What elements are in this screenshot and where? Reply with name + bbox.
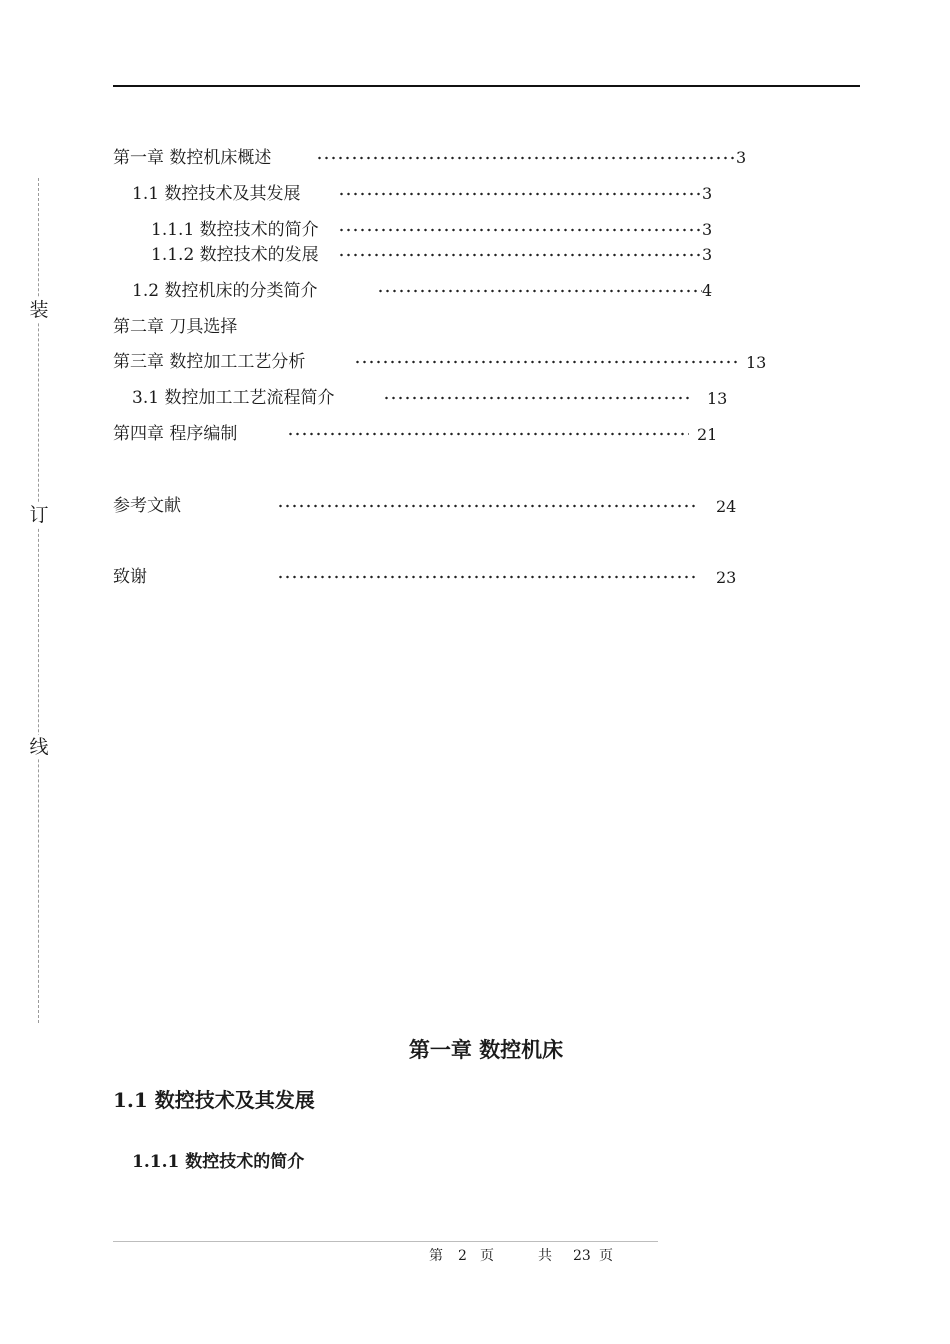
toc-page-number: 13 bbox=[707, 389, 728, 408]
toc-title: 1.2 数控机床的分类简介 bbox=[132, 281, 318, 301]
toc-leader-dots bbox=[377, 288, 702, 294]
toc-leader-dots bbox=[338, 227, 702, 233]
toc-page-number: 23 bbox=[716, 568, 737, 587]
footer-total-prefix: 共 bbox=[538, 1248, 552, 1264]
footer-page-prefix: 第 bbox=[429, 1248, 443, 1264]
toc-leader-dots bbox=[316, 155, 736, 161]
toc-page-number: 13 bbox=[746, 353, 767, 372]
footer-page-suffix: 页 bbox=[480, 1248, 494, 1264]
footer-current-page: 2 bbox=[458, 1248, 467, 1264]
toc-page-number: 3 bbox=[702, 220, 713, 239]
toc-leader-dots bbox=[338, 252, 702, 258]
toc-leader-dots bbox=[287, 431, 689, 437]
footer-total-pages: 23 bbox=[573, 1248, 591, 1264]
toc-title: 1.1.2 数控技术的发展 bbox=[151, 245, 319, 265]
toc-page-number: 3 bbox=[702, 245, 713, 264]
toc-page-number: 3 bbox=[736, 148, 747, 167]
toc-page-number: 24 bbox=[716, 497, 737, 516]
binding-mark-ding: 订 bbox=[27, 503, 51, 527]
toc-title: 第四章 程序编制 bbox=[113, 424, 238, 444]
toc-page-number: 3 bbox=[702, 184, 713, 203]
toc-page-number: 4 bbox=[702, 281, 713, 300]
section-heading: 1.1 数控技术及其发展 bbox=[113, 1088, 315, 1112]
toc-leader-dots bbox=[383, 395, 689, 401]
binding-mark-xian: 线 bbox=[27, 735, 51, 759]
chapter-heading: 第一章 数控机床 bbox=[408, 1037, 564, 1062]
toc-page-number: 21 bbox=[697, 425, 718, 444]
toc-title: 第一章 数控机床概述 bbox=[113, 148, 272, 168]
toc-title: 第三章 数控加工工艺分析 bbox=[113, 352, 306, 372]
toc-title: 第二章 刀具选择 bbox=[113, 317, 238, 337]
toc-title: 3.1 数控加工工艺流程简介 bbox=[132, 388, 335, 408]
toc-leader-dots bbox=[277, 574, 698, 580]
binding-mark-zhuang: 装 bbox=[27, 298, 51, 322]
header-rule bbox=[113, 85, 860, 87]
footer-total-suffix: 页 bbox=[599, 1248, 613, 1264]
toc-title: 1.1.1 数控技术的简介 bbox=[151, 220, 319, 240]
toc-title: 参考文献 bbox=[113, 496, 181, 516]
toc-leader-dots bbox=[277, 503, 698, 509]
footer-rule bbox=[113, 1241, 658, 1242]
toc-title: 致谢 bbox=[113, 567, 147, 587]
toc-leader-dots bbox=[354, 359, 737, 365]
toc-title: 1.1 数控技术及其发展 bbox=[132, 184, 301, 204]
subsection-heading: 1.1.1 数控技术的简介 bbox=[132, 1152, 305, 1172]
toc-leader-dots bbox=[338, 191, 702, 197]
